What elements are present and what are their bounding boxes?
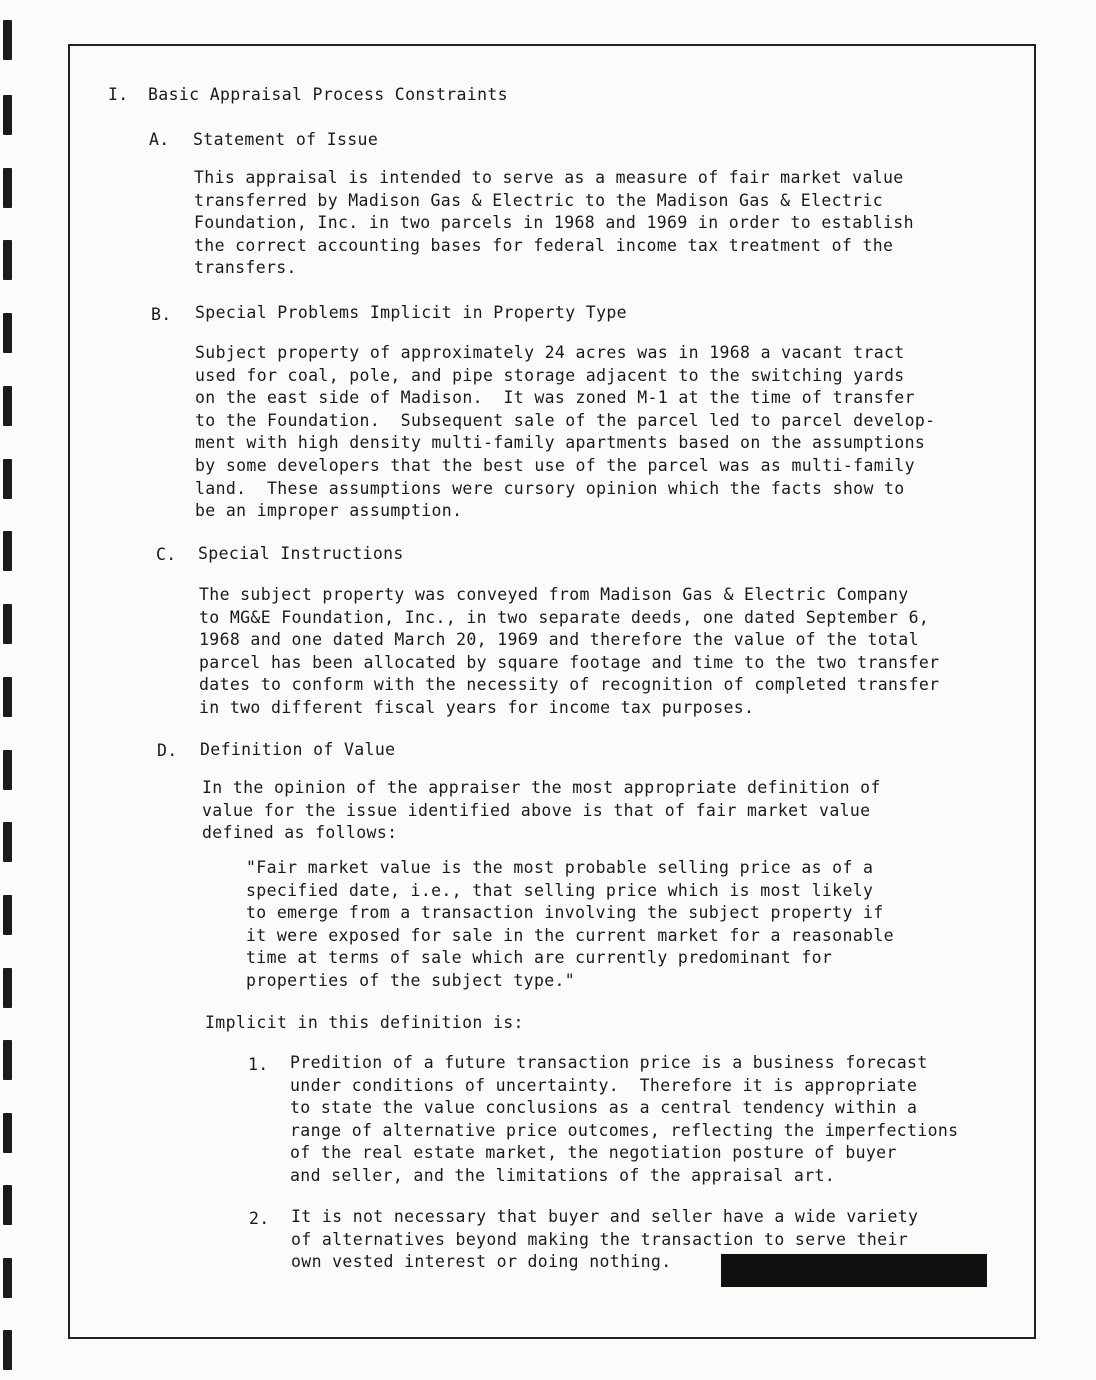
subsection-c-label: C. xyxy=(156,545,177,564)
text-line: The subject property was conveyed from Madison Gas & Electric Company xyxy=(199,585,909,604)
list-item xyxy=(290,1052,958,1188)
special-instructions-paragraph xyxy=(199,584,939,720)
text-line: Subject property of approximately 24 acres was in 1968 a vacant tract xyxy=(195,343,905,362)
binding-hole xyxy=(3,386,12,426)
text-line: be an improper assumption. xyxy=(195,501,463,521)
binding-hole xyxy=(3,1185,12,1225)
text-line: transferred by Madison Gas & Electric to the Madison Gas & Electric xyxy=(194,190,884,210)
text-line: Foundation, Inc. in two parcels in 1968 and 1969 in order to establish xyxy=(194,213,914,233)
binding-hole xyxy=(3,168,12,208)
fair-market-value-quote xyxy=(246,857,894,993)
text-line: In the opinion of the appraiser the most appropriate definition of xyxy=(202,778,881,797)
subsection-d-label: D. xyxy=(157,741,178,760)
text-line: 1968 and one dated March 20, 1969 and therefore the value of the total xyxy=(199,630,919,650)
subsection-b-heading: Special Problems Implicit in Property Type xyxy=(195,303,627,322)
subsection-c-heading: Special Instructions xyxy=(198,544,404,563)
text-line: on the east side of Madison. It was zoned M-1 at the time of transfer xyxy=(195,388,915,408)
statement-of-issue-paragraph xyxy=(194,167,914,280)
text-line: ment with high density multi-family apartments based on the assumptions xyxy=(195,433,926,453)
text-line: of the real estate market, the negotiation posture of buyer xyxy=(290,1143,897,1163)
text-line: defined as follows: xyxy=(202,823,398,843)
binding-hole xyxy=(3,240,12,280)
text-line: to the Foundation. Subsequent sale of the parcel led to parcel develop- xyxy=(195,410,936,430)
binding-hole xyxy=(3,1258,12,1298)
binding-hole xyxy=(3,1330,12,1370)
quote-line: it were exposed for sale in the current market for a reasonable xyxy=(246,925,894,945)
binding-hole xyxy=(3,1040,12,1080)
text-line: to state the value conclusions as a central tendency within a xyxy=(290,1098,918,1118)
subsection-a-label: A. xyxy=(149,130,170,149)
text-line: of alternatives beyond making the transaction to serve their xyxy=(291,1229,909,1249)
quote-line: specified date, i.e., that selling price which is most likely xyxy=(246,880,874,900)
binding-hole xyxy=(3,531,12,571)
binding-hole xyxy=(3,95,12,135)
text-line: used for coal, pole, and pipe storage adjacent to the switching yards xyxy=(195,365,905,385)
binding-hole xyxy=(3,459,12,499)
text-line: land. These assumptions were cursory opinion which the facts show to xyxy=(195,478,905,498)
text-line: to MG&E Foundation, Inc., in two separate deeds, one dated September 6, xyxy=(199,607,930,627)
definition-paragraph xyxy=(202,777,881,845)
binding-hole xyxy=(3,1113,12,1153)
section-number: I. xyxy=(108,85,129,104)
list-item-number: 2. xyxy=(249,1209,270,1228)
text-line: This appraisal is intended to serve as a measure of fair market value xyxy=(194,168,904,187)
binding-hole xyxy=(3,20,12,60)
section-title: Basic Appraisal Process Constraints xyxy=(148,85,508,104)
text-line: by some developers that the best use of the parcel was as multi-family xyxy=(195,455,915,475)
binding-hole xyxy=(3,750,12,790)
binding-hole xyxy=(3,895,12,935)
quote-line: to emerge from a transaction involving the subject property if xyxy=(246,903,884,923)
text-line: transfers. xyxy=(194,258,297,278)
text-line: the correct accounting bases for federal income tax treatment of the xyxy=(194,235,894,255)
implicit-intro: Implicit in this definition is: xyxy=(205,1013,524,1032)
binding-hole xyxy=(3,677,12,717)
text-line: It is not necessary that buyer and seller have a wide variety xyxy=(291,1207,919,1226)
binding-hole xyxy=(3,604,12,644)
binding-hole xyxy=(3,822,12,862)
list-item-number: 1. xyxy=(248,1055,269,1074)
text-line: dates to conform with the necessity of recognition of completed transfer xyxy=(199,675,940,695)
text-line: under conditions of uncertainty. Therefore it is appropriate xyxy=(290,1075,918,1095)
text-line: value for the issue identified above is that of fair market value xyxy=(202,800,871,820)
text-line: range of alternative price outcomes, reflecting the imperfections xyxy=(290,1120,959,1140)
quote-line: properties of the subject type." xyxy=(246,970,576,990)
subsection-b-label: B. xyxy=(151,305,172,324)
binding-hole xyxy=(3,313,12,353)
binding-holes xyxy=(0,0,14,1380)
property-type-paragraph xyxy=(195,342,935,523)
text-line: own vested interest or doing nothing. xyxy=(291,1252,672,1272)
text-line: and seller, and the limitations of the appraisal art. xyxy=(290,1165,836,1185)
quote-line: "Fair market value is the most probable selling price as of a xyxy=(246,858,874,877)
redaction-bar xyxy=(721,1254,987,1287)
binding-hole xyxy=(3,968,12,1008)
text-line: parcel has been allocated by square footage and time to the two transfer xyxy=(199,652,940,672)
text-line: Predition of a future transaction price is a business forecast xyxy=(290,1053,928,1072)
text-line: in two different fiscal years for income tax purposes. xyxy=(199,697,755,717)
subsection-d-heading: Definition of Value xyxy=(200,740,396,759)
quote-line: time at terms of sale which are currently predominant for xyxy=(246,948,833,968)
subsection-a-heading: Statement of Issue xyxy=(193,130,379,149)
